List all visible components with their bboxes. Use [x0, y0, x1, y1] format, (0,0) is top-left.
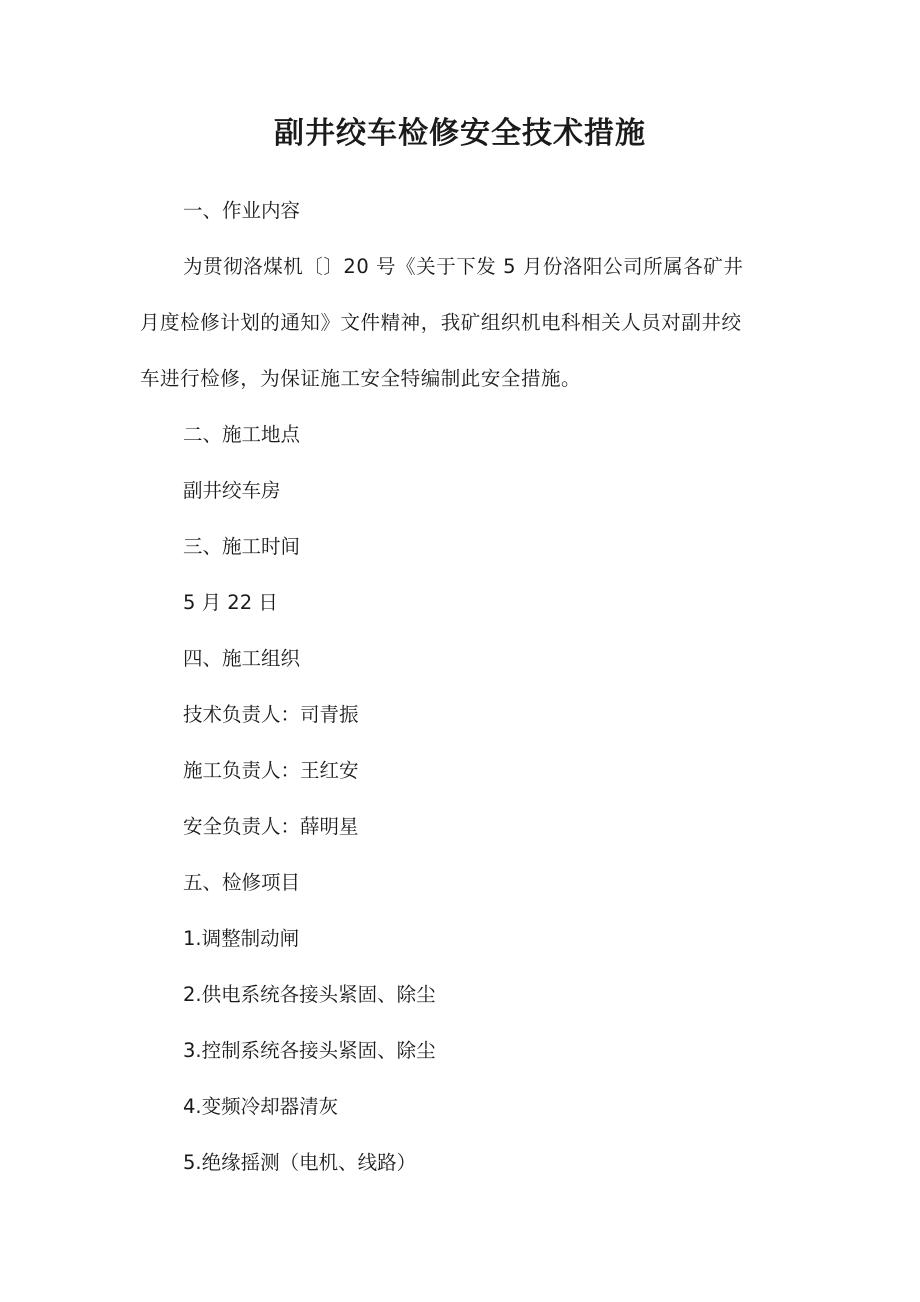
list-item: 5.绝缘摇测（电机、线路）: [183, 1151, 417, 1174]
section-heading-location: 二、施工地点: [183, 423, 301, 446]
paragraph-line-1: 为贯彻洛煤机〔〕20 号《关于下发 5 月份洛阳公司所属各矿井: [183, 255, 744, 278]
list-item: 2.供电系统各接头紧固、除尘: [183, 983, 436, 1006]
section-heading-time: 三、施工时间: [183, 535, 301, 558]
document-title: 副井绞车检修安全技术措施: [274, 116, 646, 151]
location-value: 副井绞车房: [183, 479, 281, 502]
list-item: 3.控制系统各接头紧固、除尘: [183, 1039, 436, 1062]
section-heading-maintenance-items: 五、检修项目: [183, 871, 301, 894]
technical-lead: 技术负责人：司青振: [183, 703, 359, 726]
section-heading-work-content: 一、作业内容: [183, 199, 301, 222]
list-item: 1.调整制动闸: [183, 927, 300, 950]
paragraph-line-3: 车进行检修，为保证施工安全特编制此安全措施。: [140, 367, 582, 390]
section-heading-organization: 四、施工组织: [183, 647, 301, 670]
time-value: 5 月 22 日: [183, 591, 278, 614]
safety-lead: 安全负责人：薛明星: [183, 815, 359, 838]
construction-lead: 施工负责人：王红安: [183, 759, 359, 782]
paragraph-line-2: 月度检修计划的通知》文件精神，我矿组织机电科相关人员对副井绞: [140, 311, 742, 334]
list-item: 4.变频冷却器清灰: [183, 1095, 339, 1118]
